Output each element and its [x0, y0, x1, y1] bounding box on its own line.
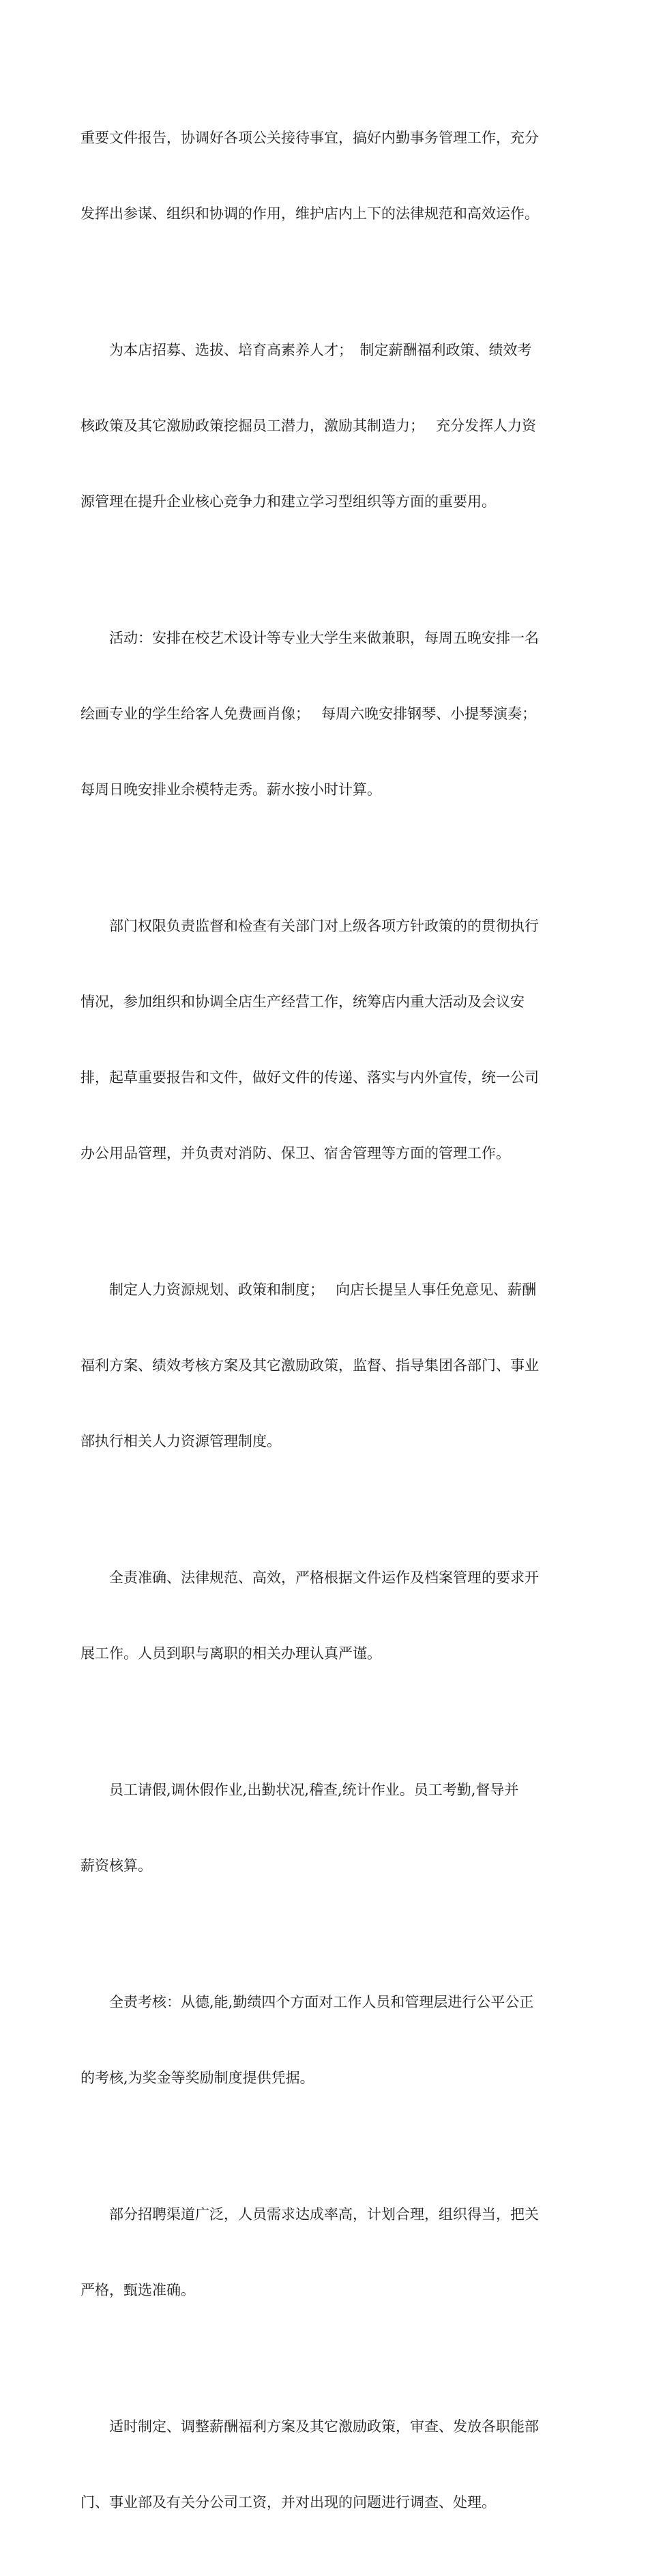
document-body	[80, 75, 568, 2576]
paragraph-line: 办公用品管理，并负责对消防、保卫、宿舍管理等方面的管理工作。	[80, 1145, 510, 1161]
paragraph-line: 员工请假,调休假作业,出勤状况,稽查,统计作业。员工考勤,督导并	[109, 1782, 519, 1798]
paragraph-4	[80, 863, 568, 1217]
paragraph-line: 绘画专业的学生给客人免费画肖像； 每周六晚安排钢琴、小提琴演奏；	[80, 706, 537, 722]
paragraph-line: 制定人力资源规划、政策和制度； 向店长提呈人事任免意见、薪酬	[109, 1282, 537, 1298]
paragraph-5	[80, 1227, 568, 1505]
paragraph-line: 排，起草重要报告和文件，做好文件的传递、落实与内外宣传，统一公司	[80, 1069, 539, 1086]
paragraph-line: 源管理在提升企业核心竞争力和建立学习型组织等方面的重要用。	[80, 493, 496, 510]
paragraph-line: 福利方案、绩效考核方案及其它激励政策，监督、指导集团各部门、事业	[80, 1357, 539, 1374]
paragraph-6	[80, 1515, 568, 1717]
paragraph-line: 部分招聘渠道广泛，人员需求达成率高，计划合理，组织得当，把关	[109, 2206, 539, 2223]
paragraph-line: 的考核,为奖金等奖励制度提供凭据。	[80, 2070, 314, 2086]
paragraph-line: 情况，参加组织和协调全店生产经营工作，统筹店内重大活动及会议安	[80, 994, 525, 1010]
paragraph-line: 展工作。人员到职与离职的相关办理认真严谨。	[80, 1645, 381, 1662]
paragraph-line: 每周日晚安排业余模特走秀。薪水按小时计算。	[80, 781, 381, 798]
paragraph-line: 全责准确、法律规范、高效，严格根据文件运作及档案管理的要求开	[109, 1569, 539, 1586]
paragraph-2	[80, 287, 568, 565]
paragraph-line: 适时制定、调整薪酬福利方案及其它激励政策，审查、发放各职能部	[109, 2418, 539, 2435]
paragraph-line: 发挥出参谋、组织和协调的作用，维护店内上下的法律规范和高效运作。	[80, 205, 539, 222]
paragraph-1	[80, 75, 568, 277]
paragraph-line: 活动：安排在校艺术设计等专业大学生来做兼职，每周五晚安排一名	[109, 630, 539, 646]
paragraph-7	[80, 1727, 568, 1929]
paragraph-line: 全责考核：从德,能,勤绩四个方面对工作人员和管理层进行公平公正	[109, 1994, 534, 2010]
paragraph-8	[80, 1939, 568, 2141]
paragraph-line: 严格，甄选准确。	[80, 2282, 195, 2298]
paragraph-line: 重要文件报告，协调好各项公关接待事宜，搞好内勤事务管理工作，充分	[80, 130, 539, 146]
paragraph-line: 门、事业部及有关分公司工资，并对出现的问题进行调查、处理。	[80, 2494, 496, 2510]
paragraph-line: 为本店招募、选拔、培育高素养人才； 制定薪酬福利政策、绩效考	[109, 342, 532, 358]
paragraph-line: 部门权限负责监督和检查有关部门对上级各项方针政策的的贯彻执行	[109, 918, 539, 934]
paragraph-line: 薪资核算。	[80, 1857, 152, 1874]
paragraph-3	[80, 575, 568, 853]
paragraph-line: 部执行相关人力资源管理制度。	[80, 1433, 281, 1449]
paragraph-10	[80, 2364, 568, 2566]
paragraph-9	[80, 2152, 568, 2354]
paragraph-line: 核政策及其它激励政策挖掘员工潜力，激励其制造力； 充分发挥人力资	[80, 418, 537, 434]
